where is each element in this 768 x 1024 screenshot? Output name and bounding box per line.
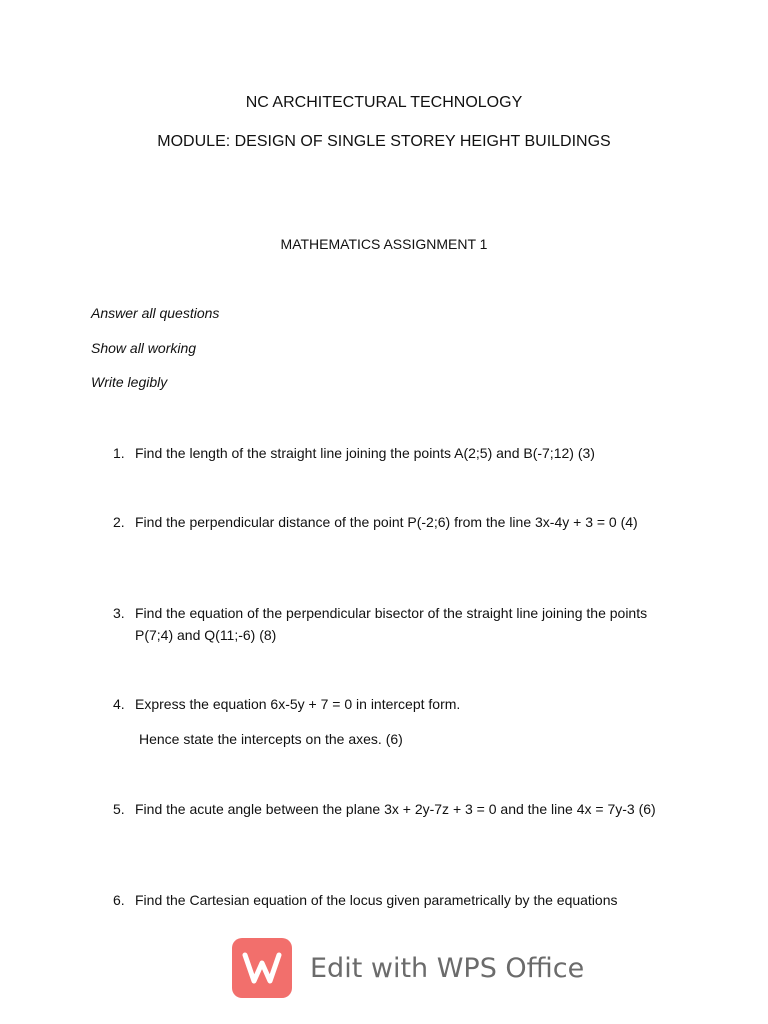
course-title: NC ARCHITECTURAL TECHNOLOGY — [245, 94, 523, 111]
assignment-title: MATHEMATICS ASSIGNMENT 1 — [280, 236, 488, 252]
question-text: Find the acute angle between the plane 3x + 2y-7z + 3 = 0 and the line 4x = 7y-3 (6) — [135, 801, 656, 817]
question-6 — [113, 889, 683, 911]
instruction-answer-all: Answer all questions — [91, 305, 220, 321]
question-text: Find the equation of the perpendicular bisector of the straight line joining the points P(7;4) and Q(11;-6) (8) — [135, 605, 648, 643]
question-text: Find the perpendicular distance of the point P(-2;6) from the line 3x-4y + 3 = 0 (4) — [135, 514, 638, 530]
question-text: Find the length of the straight line joining the points A(2;5) and B(-7;12) (3) — [135, 445, 595, 461]
question-followup: Hence state the intercepts on the axes. (6) — [139, 731, 403, 747]
instruction-show-working: Show all working — [91, 340, 197, 356]
question-number: 6. — [113, 892, 125, 908]
question-5 — [113, 798, 683, 820]
question-2 — [113, 511, 683, 533]
question-number: 1. — [113, 445, 125, 461]
question-text: Express the equation 6x-5y + 7 = 0 in intercept form. — [135, 696, 461, 712]
question-3 — [113, 602, 683, 646]
wps-logo-icon — [232, 938, 292, 998]
question-number: 4. — [113, 696, 125, 712]
question-4 — [113, 693, 683, 750]
instruction-write-legibly: Write legibly — [91, 374, 168, 390]
wps-edit-banner[interactable] — [232, 936, 584, 1000]
wps-edit-label: Edit with WPS Office — [310, 952, 585, 984]
question-number: 5. — [113, 801, 125, 817]
question-1 — [113, 442, 683, 464]
question-text: Find the Cartesian equation of the locus given parametrically by the equations — [135, 892, 618, 908]
question-number: 2. — [113, 514, 125, 530]
module-title: MODULE: DESIGN OF SINGLE STOREY HEIGHT BUILDINGS — [157, 133, 611, 150]
question-number: 3. — [113, 605, 125, 621]
